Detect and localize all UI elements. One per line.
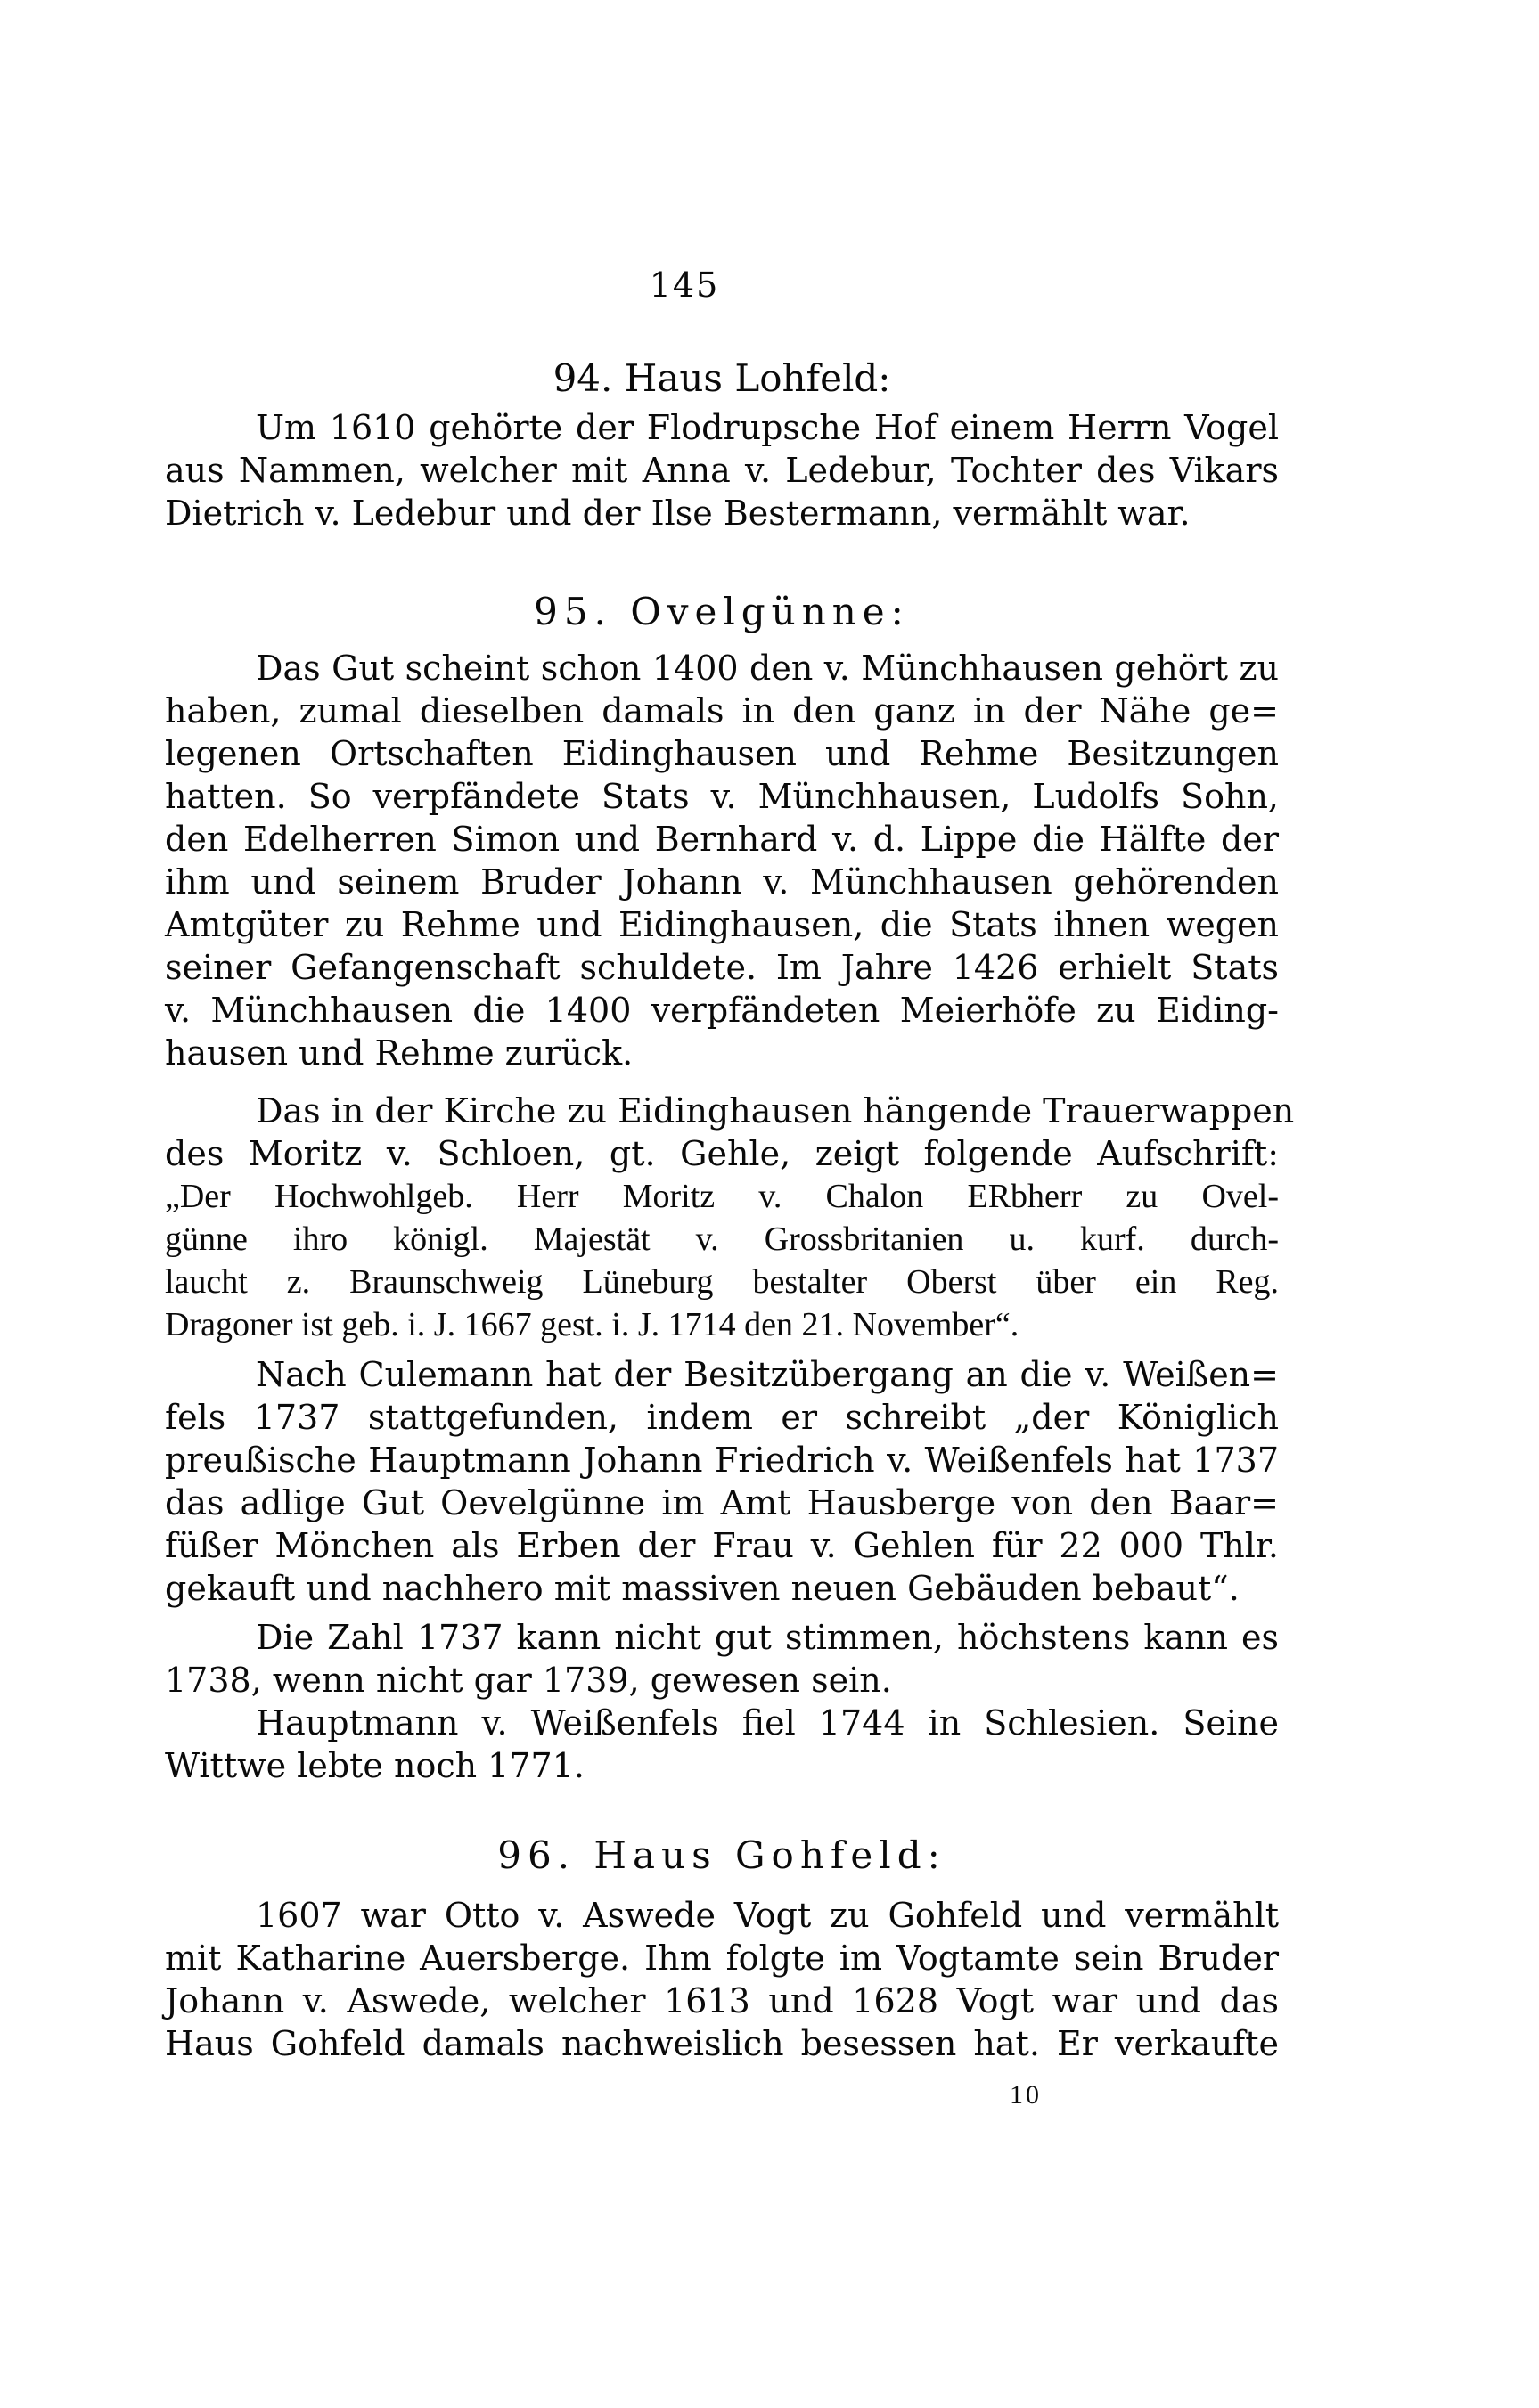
text-line: haben, zumal dieselben damals in den ganz in der Nähe ge=: [165, 691, 1279, 731]
text-line: Nach Culemann hat der Besitzübergang an die v. Weißen=: [256, 1355, 1279, 1394]
text-line: seiner Gefangenschaft schuldete. Im Jahre 1426 erhielt Stats: [165, 948, 1279, 987]
text-line: 1607 war Otto v. Aswede Vogt zu Gohfeld und vermählt: [256, 1896, 1279, 1935]
text-line: gekauft und nachhero mit massiven neuen Gebäuden bebaut“.: [165, 1569, 1240, 1608]
paragraph: [165, 647, 1279, 1074]
section-heading: 94. Haus Lohfeld:: [553, 356, 891, 400]
text-line: Dietrich v. Ledebur und der Ilse Bestermann, vermählt war.: [165, 494, 1191, 533]
text-line: 1738, wenn nicht gar 1739, gewesen sein.: [165, 1661, 892, 1700]
text-line: preußische Hauptmann Johann Friedrich v. Weißenfels hat 1737: [165, 1441, 1279, 1480]
section-heading: 96. Haus Gohfeld:: [497, 1833, 946, 1877]
text-line: Um 1610 gehörte der Flodrupsche Hof einem Herrn Vogel: [256, 408, 1279, 447]
text-line: Wittwe lebte noch 1771.: [165, 1746, 585, 1785]
text-line: füßer Mönchen als Erben der Frau v. Gehlen für 22 000 Thlr.: [165, 1526, 1279, 1565]
text-line: laucht z. Braunschweig Lüneburg bestalter Oberst über ein Reg.: [165, 1263, 1279, 1301]
text-line: Dragoner ist geb. i. J. 1667 gest. i. J. 1714 den 21. November“.: [165, 1306, 1019, 1343]
text-line: legenen Ortschaften Eidinghausen und Rehme Besitzungen: [165, 734, 1279, 773]
text-block: [165, 0, 1295, 2065]
text-line: das adlige Gut Oevelgünne im Amt Hausberge von den Baar=: [165, 1483, 1279, 1522]
text-line: Amtgüter zu Rehme und Eidinghausen, die Stats ihnen wegen: [165, 905, 1279, 944]
paragraph: [165, 1090, 1295, 1346]
text-line: Das in der Kirche zu Eidinghausen hängende Trauerwappen: [256, 1091, 1295, 1131]
text-line: fels 1737 stattgefunden, indem er schreibt „der Königlich: [165, 1398, 1279, 1437]
paragraph: [165, 1702, 1279, 1787]
text-line: „Der Hochwohlgeb. Herr Moritz v. Chalon ERbherr zu Ovel-: [165, 1178, 1279, 1215]
text-line: hausen und Rehme zurück.: [165, 1033, 634, 1073]
text-line: hatten. So verpfändete Stats v. Münchhausen, Ludolfs Sohn,: [165, 777, 1279, 816]
text-line: Das Gut scheint schon 1400 den v. Münchhausen gehört zu: [256, 649, 1279, 688]
text-line: Haus Gohfeld damals nachweislich besessen hat. Er verkaufte: [165, 2024, 1279, 2063]
paragraph: [165, 1894, 1279, 2065]
page-number: 145: [649, 265, 720, 305]
text-line: den Edelherren Simon und Bernhard v. d. Lippe die Hälfte der: [165, 820, 1279, 859]
text-line: Johann v. Aswede, welcher 1613 und 1628 Vogt war und das: [165, 1981, 1279, 2020]
text-line: ihm und seinem Bruder Johann v. Münchhausen gehörenden: [165, 862, 1279, 902]
text-line: Hauptmann v. Weißenfels fiel 1744 in Schlesien. Seine: [256, 1703, 1279, 1743]
text-line: aus Nammen, welcher mit Anna v. Ledebur, Tochter des Vikars: [165, 451, 1279, 490]
signature-mark: 10: [1010, 2080, 1042, 2110]
section-heading: 95. Ovelgünne:: [534, 590, 910, 633]
text-line: günne ihro königl. Majestät v. Grossbritanien u. kurf. durch-: [165, 1220, 1279, 1258]
text-line: des Moritz v. Schloen, gt. Gehle, zeigt folgende Aufschrift:: [165, 1134, 1279, 1173]
text-line: mit Katharine Auersberge. Ihm folgte im Vogtamte sein Bruder: [165, 1939, 1279, 1978]
paragraph: [165, 1353, 1279, 1610]
paragraph: [165, 1616, 1279, 1702]
text-line: Die Zahl 1737 kann nicht gut stimmen, höchstens kann es: [256, 1618, 1279, 1657]
paragraph: [165, 406, 1279, 535]
text-line: v. Münchhausen die 1400 verpfändeten Meierhöfe zu Eiding-: [165, 991, 1279, 1030]
